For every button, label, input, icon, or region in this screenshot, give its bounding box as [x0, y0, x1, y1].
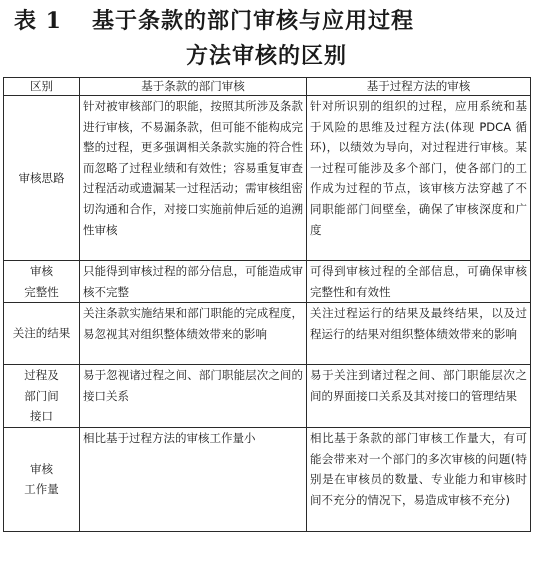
header-clause-audit: 基于条款的部门审核: [80, 78, 307, 96]
table-caption: [0, 0, 533, 76]
table-row: [4, 261, 531, 303]
cell-clause-audit: 相比基于过程方法的审核工作量小: [80, 427, 307, 531]
row-label-text: 关注的结果: [12, 326, 71, 341]
cell-process-audit: 可得到审核过程的全部信息，可确保审核完整性和有效性: [307, 261, 531, 303]
cell-process-audit: 易于关注到诸过程之间、部门职能层次之间的界面接口关系及其对接口的管理结果: [307, 365, 531, 428]
table-row: [4, 365, 531, 428]
row-label-text: 过程及: [24, 368, 59, 383]
table-title-line-1: 基于条款的部门审核与应用过程: [92, 9, 415, 34]
table-header-row: [4, 78, 531, 96]
table-row: [4, 427, 531, 531]
row-label-focused-results: [4, 303, 80, 365]
row-label-text: 完整性: [24, 284, 59, 299]
header-category: 区别: [4, 78, 80, 96]
table-row: [4, 96, 531, 261]
row-label-audit-completeness: [4, 261, 80, 303]
row-label-text: 审核思路: [18, 170, 65, 185]
table-row: [4, 303, 531, 365]
cell-clause-audit: 针对被审核部门的职能，按照其所涉及条款进行审核，不易漏条款，但可能不能构成完整的过程，更多强调相关条款实施的符合性而忽略了过程业绩和有效性；容易重复审查过程活动或遗漏某一过程活动；需审核组密切沟通和合作，对接口实施前伸后延的追溯性审核: [80, 96, 307, 261]
cell-clause-audit: 关注条款实施结果和部门职能的完成程度，易忽视其对组织整体绩效带来的影响: [80, 303, 307, 365]
table-number: 表 1: [14, 8, 62, 34]
row-label-text: 工作量: [24, 482, 59, 497]
row-label-audit-approach: [4, 96, 80, 261]
row-label-text: 部门间: [24, 388, 59, 403]
row-label-workload: [4, 427, 80, 531]
cell-clause-audit: 只能得到审核过程的部分信息，可能造成审核不完整: [80, 261, 307, 303]
header-process-audit: 基于过程方法的审核: [307, 78, 531, 96]
row-label-interfaces: [4, 365, 80, 428]
cell-process-audit: 相比基于条款的部门审核工作量大，有可能会带来对一个部门的多次审核的问题(特别是在审核员的数量、专业能力和审核时间不充分的情况下，易造成审核不充分): [307, 427, 531, 531]
cell-process-audit: 关注过程运行的结果及最终结果，以及过程运行的结果对组织整体绩效带来的影响: [307, 303, 531, 365]
row-label-text: 审核: [30, 264, 53, 278]
cell-clause-audit: 易于忽视诸过程之间、部门职能层次之间的接口关系: [80, 365, 307, 428]
cell-process-audit: 针对所识别的组织的过程，应用系统和基于风险的思维及过程方法(体现 PDCA 循环)，以绩效为导向，对过程进行审核。某一过程可能涉及多个部门，使各部门的工作成为过程的节点，该审核方法穿越了不同职能部门间壁垒，确保了审核深度和广度: [307, 96, 531, 261]
row-label-text: 审核: [30, 461, 53, 476]
table-title-line-2: 方法审核的区别: [185, 44, 347, 69]
comparison-table: [3, 77, 531, 532]
row-label-text: 接口: [30, 409, 53, 424]
